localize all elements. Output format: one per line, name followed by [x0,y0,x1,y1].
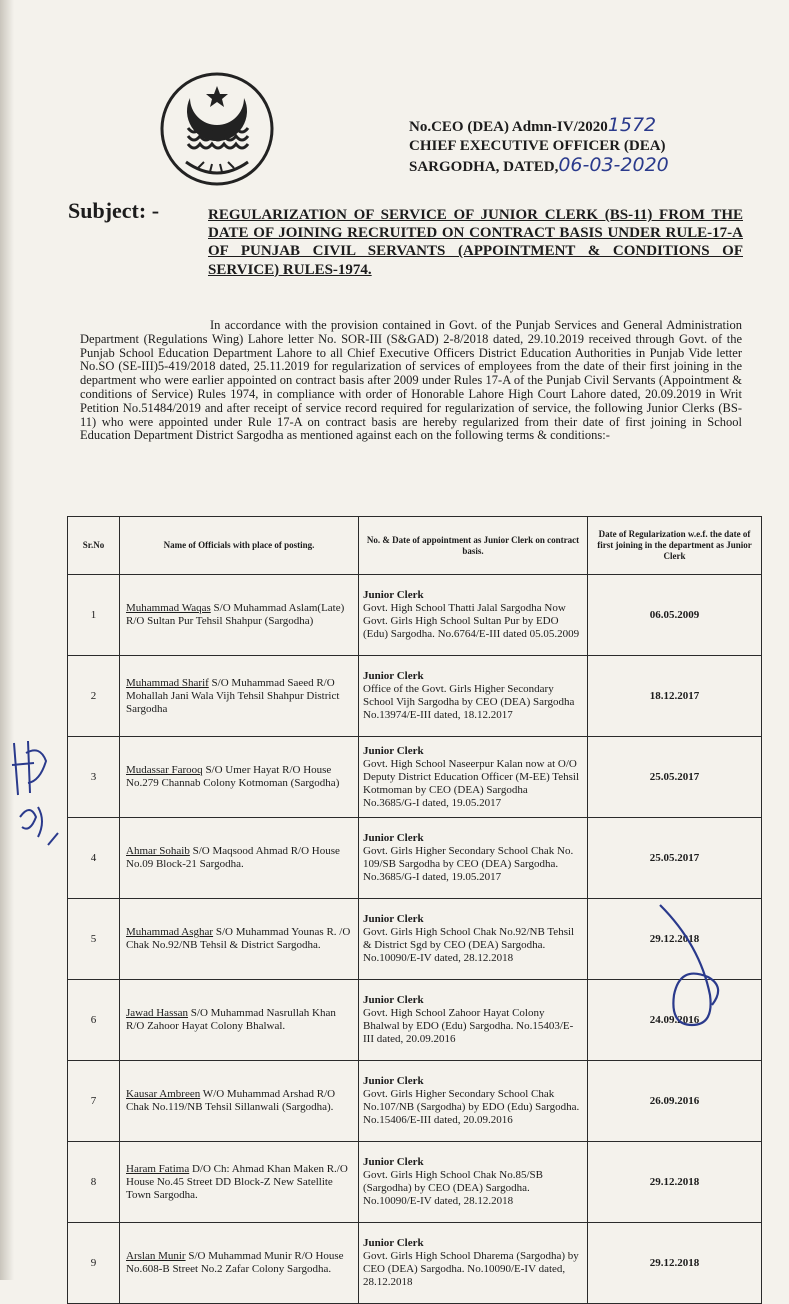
sr-no-cell: 9 [68,1223,120,1304]
sr-no-cell: 5 [68,899,120,980]
body-paragraph: In accordance with the provision contained in Govt. of the Punjab Services and General Administration Department (Regulations Wing) Lahore letter No. SOR-III (S&GAD) 2-8/2018 dated, 29.10.2019 received through Govt. of the Punjab School Education Department Lahore to all Chief Executive Officers District Education Authorities in Punjab Vide letter No.SO (SE-III)5-419/2018 dated, 25.11.2019 for regularization of services of employees from the date of their first joining in the department who were earlier appointed on contract basis after 2009 under Rules 17-A of the Punjab Civil Servants (Appointment & conditions of Service) Rules 1974, in compliance with order of Honorable Lahore High Court Lahore dated, 20.09.2019 in Writ Petition No.51484/2019 and after receipt of service record required for regularization of service, the following Junior Clerks (BS-11) who were appointed under Rule 17-A on contract basis are hereby regularized from their date of first joining in School Education Department District Sargodha as mentioned against each on the following terms & conditions:- [80,318,742,443]
regularization-date-cell: 29.12.2018 [588,1223,762,1304]
official-name: Haram Fatima [126,1162,190,1175]
appointment-cell [359,575,588,656]
header-appointment: No. & Date of appointment as Junior Clerk on contract basis. [359,517,588,575]
official-name-cell [120,980,359,1061]
table-row [68,818,762,899]
official-name: Jawad Hassan [126,1007,189,1019]
appointment-title: Junior Clerk [363,1156,424,1168]
regularization-date-cell: 29.12.2018 [588,1142,762,1223]
official-details: D/O Ch: Ahmad Khan Maken R./O House No.45 Street DD Block-Z New Satellite Town Sargodha. [126,1162,348,1201]
table-header-row [68,517,762,575]
reference-number-line: No.CEO (DEA) Admn-IV/20201572 [409,114,657,136]
regularization-date-cell: 18.12.2017 [588,656,762,737]
appointment-cell [359,1142,588,1223]
appointment-details: Govt. High School Thatti Jalal Sargodha Now Govt. Girls High School Sultan Pur by EDO (Edu) Sargodha. No.6764/E-III dated 05.05.2009 [363,602,580,640]
header-name: Name of Officials with place of posting. [120,517,359,575]
regularization-date-cell: 26.09.2016 [588,1061,762,1142]
appointment-title: Junior Clerk [363,1075,424,1087]
official-name: Ahmar Sohaib [126,845,190,857]
appointment-cell [359,1061,588,1142]
official-name: Muhammad Sharif [126,676,209,689]
table-row [68,1061,762,1142]
official-name-cell [120,818,359,899]
appointment-cell [359,1223,588,1304]
appointment-title: Junior Clerk [363,589,424,601]
letter-header [409,116,769,177]
government-emblem-logo [158,70,276,188]
official-name: Arslan Munir [126,1250,186,1262]
official-name: Muhammad Waqas [126,602,211,614]
appointment-title: Junior Clerk [363,994,424,1006]
table-row [68,1142,762,1223]
official-details: S/O Muhammad Aslam(Late) R/O Sultan Pur Tehsil Shahpur (Sargodha) [126,602,345,627]
official-details: S/O Muhammad Saeed R/O Mohallah Jani Wala Vijh Tehsil Shahpur District Sargodha [126,676,340,715]
official-name: Muhammad Asghar [126,926,214,938]
appointment-title: Junior Clerk [363,1237,424,1249]
official-details: S/O Maqsood Ahmad R/O House No.09 Block-21 Sargodha. [126,845,340,870]
official-details: S/O Umer Hayat R/O House No.279 Channab Colony Kotmoman (Sargodha) [126,764,340,789]
appointment-details: Govt. High School Zahoor Hayat Colony Bhalwal by EDO (Edu) Sargodha. No.15403/E-III dated, 20.09.2016 [363,1007,574,1045]
table-row [68,575,762,656]
appointment-details: Govt. Girls High School Chak No.92/NB Tehsil & District Sgd by CEO (DEA) Sargodha. No.10090/E-IV dated, 28.12.2018 [363,926,575,964]
official-details: S/O Muhammad Munir R/O House No.608-B Street No.2 Zafar Colony Sargodha. [126,1250,344,1275]
subject-text: REGULARIZATION OF SERVICE OF JUNIOR CLERK (BS-11) FROM THE DATE OF JOINING RECRUITED ON CONTRACT BASIS UNDER RULE-17-A OF PUNJAB CIVIL SERVANTS (APPOINTMENT & CONDITIONS OF SERVICE) RULES-1974. [208,207,743,278]
regularization-date-cell: 25.05.2017 [588,737,762,818]
handwritten-date: 06-03-2020 [558,154,669,176]
appointment-details: Govt. High School Naseerpur Kalan now at O/O Deputy District Education Officer (M-EE) Tehsil Kotmoman by CEO (DEA) Sargodha No.3685/G-I dated, 19.05.2017 [363,757,580,809]
sr-no-cell: 8 [68,1142,120,1223]
appointment-cell [359,818,588,899]
appointment-cell [359,737,588,818]
header-sr-no: Sr.No [68,517,120,575]
official-name-cell [120,737,359,818]
official-name: Mudassar Farooq [126,764,203,776]
official-name-cell [120,899,359,980]
sr-no-cell: 4 [68,818,120,899]
official-details: S/O Muhammad Nasrullah Khan R/O Zahoor Hayat Colony Bhalwal. [126,1007,336,1032]
official-name-cell [120,1142,359,1223]
official-name-cell [120,1061,359,1142]
appointment-details: Office of the Govt. Girls Higher Secondary School Vijh Sargodha by CEO (DEA) Sargodha No.13974/E-III dated, 18.12.2017 [363,683,575,721]
subject-label: Subject: - [68,198,160,223]
table-row [68,737,762,818]
dated-line: SARGODHA, DATED,06-03-2020 [409,154,669,176]
regularization-date-cell: 24.09.2016 [588,980,762,1061]
appointment-details: Govt. Girls High School Chak No.85/SB (Sargodha) by CEO (DEA) Sargodha. No.10090/E-IV dated, 28.12.2018 [363,1169,543,1207]
sr-no-cell: 1 [68,575,120,656]
appointment-cell [359,899,588,980]
sr-no-cell: 7 [68,1061,120,1142]
office-name: CHIEF EXECUTIVE OFFICER (DEA) [409,138,666,154]
official-details: W/O Muhammad Arshad R/O Chak No.119/NB Tehsil Sillanwali (Sargodha). [126,1088,336,1113]
sr-no-cell: 3 [68,737,120,818]
table-row [68,656,762,737]
table-row [68,1223,762,1304]
official-name-cell [120,1223,359,1304]
appointment-cell [359,980,588,1061]
appointment-cell [359,656,588,737]
official-details: S/O Muhammad Younas R. /O Chak No.92/NB Tehsil & District Sargodha. [126,926,351,951]
regularization-date-cell: 25.05.2017 [588,818,762,899]
official-name: Kausar Ambreen [126,1088,201,1100]
official-name-cell [120,575,359,656]
appointment-title: Junior Clerk [363,832,424,844]
sr-no-cell: 2 [68,656,120,737]
handwritten-reference-number: 1572 [607,114,657,136]
regularization-date-cell: 29.12.2018 [588,899,762,980]
appointment-title: Junior Clerk [363,913,424,925]
official-name-cell [120,656,359,737]
appointment-details: Govt. Girls Higher Secondary School Chak No.107/NB (Sargodha) by EDO (Edu) Sargodha. No.15406/E-III dated, 20.09.2016 [363,1088,580,1126]
appointment-title: Junior Clerk [363,744,424,757]
page-edge-shadow [0,0,14,1280]
signature-mark [640,895,736,1035]
appointment-details: Govt. Girls High School Dharema (Sargodha) by CEO (DEA) Sargodha. No.10090/E-IV dated, 28.12.2018 [363,1250,579,1288]
appointment-title: Junior Clerk [363,670,424,682]
appointment-details: Govt. Girls Higher Secondary School Chak No. 109/SB Sargodha by CEO (DEA) Sargodha. No.3685/G-I dated, 19.05.2017 [363,845,574,883]
sr-no-cell: 6 [68,980,120,1061]
regularization-date-cell: 06.05.2009 [588,575,762,656]
header-regularization-date: Date of Regularization w.e.f. the date of first joining in the department as Junior Clerk [588,517,762,575]
margin-handwritten-initials [8,735,64,855]
